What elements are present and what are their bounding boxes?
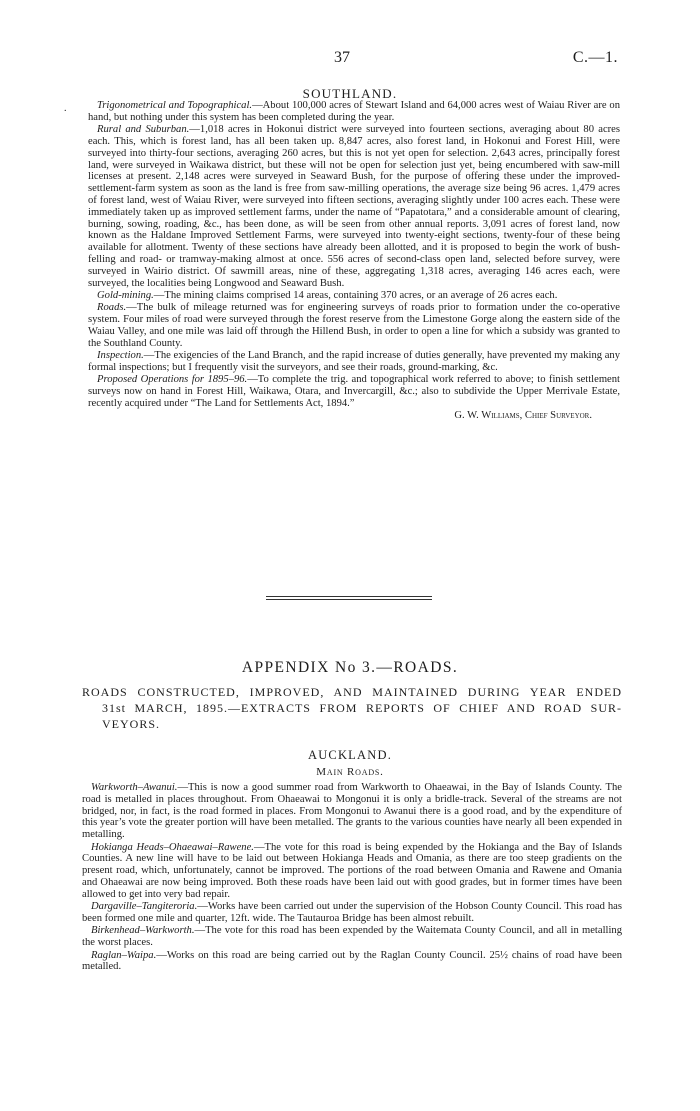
- paragraph-proposed-operations: [88, 374, 620, 409]
- paragraph-body: —1,018 acres in Hokonui district were surveyed into fourteen sections, averaging about 80 acres each. This, which is forest land, has all been taken up. 8,847 acres, also forest land, in Hokonui and Forest Hill, were surveyed into thirty-four sections, averaging 260 acres, but this is not yet open for selection. 2,643 acres, principally forest land, were surveyed in Waikawa district, but these will not be open for selection just yet, being encumbered with saw-mill licenses at present. 2,148 acres were surveyed in Seaward Bush, for the purpose of offering these under the improved-settlement-farm system as soon as the land is free from saw-milling operations, the average size being 96 acres. 1,479 acres of forest land, west of Waiau River, were surveyed into fifteen sections, averaging slightly under 100 acres each. These were immediately taken up as improved settlement farms, under the name of “Papatotara,” and a considerable amount of clearing, burning, sowing, roading, &c., has been done, as will be seen from other annual reports. 3,091 acres of forest land, now known as the Haldane Improved Settlement Farms, were surveyed into twenty-eight sections, twenty-four of these being available for allotment. Twenty of these sections have already been allotted, and it is proposed to begin the work of bush-felling and road- or tramway-making almost at once. 556 acres of second-class open land, selected before survey, were surveyed in Wairio district. Of sawmill areas, nine of these, aggregating 1,318 acres, averaging 146 acres each, were surveyed, the localities being Longwood and Seaward Bush.: [88, 124, 620, 289]
- paragraph-gold-mining: [88, 290, 620, 302]
- paragraph-hokianga: [82, 842, 622, 901]
- paragraph-heading: Warkworth–Awanui.: [91, 782, 178, 793]
- paragraph-body: —The exigencies of the Land Branch, and the rapid increase of duties generally, have prevented my making any formal inspections; but I frequently visit the surveyors, and see their roads, ground-marking, &c.: [88, 350, 620, 373]
- auckland-heading: AUCKLAND.: [307, 748, 393, 762]
- signature: G. W. Williams, Chief Surveyor.: [454, 410, 592, 422]
- paragraph-body: —About 100,000 acres of Stewart Island and 64,000 acres west of Waiau River are on hand, but nothing under this system has been completed during the year.: [88, 100, 620, 123]
- paragraph-heading: Rural and Suburban.: [97, 124, 190, 136]
- main-roads-subheading: Main Roads.: [316, 766, 384, 778]
- paragraph-heading: Gold-mining.: [97, 289, 154, 301]
- paragraph-heading: Inspection.: [97, 350, 144, 362]
- paragraph-heading: Raglan–Waipa.: [91, 949, 157, 961]
- paragraph-body: —The mining claims comprised 14 areas, containing 370 acres, or an average of 26 acres each.: [153, 289, 558, 301]
- paragraph-dargaville: [82, 901, 622, 925]
- paragraph-heading: Roads.: [97, 302, 127, 314]
- paragraph-trigonometrical: [88, 100, 620, 124]
- paragraph-heading: Dargaville–Tangiteroria.: [91, 901, 198, 913]
- paragraph-body: —The vote for this road is being expended by the Hokianga and the Bay of Islands Counties. A new line will have to be laid out between Hokianga Heads and Omania, as there are too steep gradients on the present road, which, unfortunately, cannot be improved. The portions of the road between Omania and Rawene and Omania and Ohaeawai are now being improved. Both these roads have been laid out with good grades, but in former times have been allowed to get into very bad repair.: [82, 841, 622, 900]
- southland-section: [88, 100, 620, 422]
- auckland-section: [82, 782, 622, 973]
- paragraph-inspection: [88, 350, 620, 374]
- margin-mark: .: [64, 103, 67, 114]
- southland-heading: SOUTHLAND.: [302, 86, 398, 101]
- page-header: [0, 49, 700, 69]
- signature-line: [88, 410, 620, 422]
- paragraph-heading: Proposed Operations for 1895–96.: [97, 374, 248, 386]
- paragraph-body: —The bulk of mileage returned was for engineering surveys of roads prior to formation under the co-operative system. Four miles of road were surveyed through the forest reserve from the Limestone Gorge along the eastern side of the Waiau Valley, and one mile was laid off through the Hillend Bush, in order to open a line for which a subsidy was granted to the Southland County.: [88, 302, 620, 349]
- appendix-subtitle-line: ROADS CONSTRUCTED, IMPROVED, AND MAINTAINED DURING YEAR ENDED: [82, 685, 622, 699]
- page-reference: C.—1.: [572, 49, 618, 66]
- paragraph-rural-suburban: [88, 124, 620, 289]
- paragraph-roads: [88, 302, 620, 349]
- appendix-subtitle-line: VEYORS.: [102, 717, 161, 731]
- page-number: 37: [334, 49, 350, 66]
- divider-rule: [266, 596, 432, 597]
- paragraph-body: —This is now a good summer road from Warkworth to Ohaeawai, in the Bay of Islands County. The road is metalled in places throughout. From Ohaeawai to Mongonui it is only a bridle-track. Several of the streams are not bridged, nor, in fact, is the road formed in places. From Mongonui to Awanui there is a good road, and by the expenditure of this year’s vote the greater portion will have been metalled. The grants to the various counties have nearly all been expended in metalling.: [82, 782, 622, 841]
- paragraph-body: —The vote for this road has been expended by the Waitemata County Council, and all in metalling the worst places.: [82, 925, 622, 949]
- paragraph-body: —Works on this road are being carried out by the Raglan County Council. 25½ chains of road have been metalled.: [82, 949, 622, 973]
- paragraph-heading: Hokianga Heads–Ohaeawai–Rawene.: [91, 841, 254, 853]
- paragraph-body: —To complete the trig. and topographical work referred to above; to finish settlement surveys now on hand in Forest Hill, Waikawa, Otara, and Invercargill, &c.; also to subdivide the Upper Merrivale Estate, recently acquired under “The Land for Settlements Act, 1894.”: [88, 374, 620, 409]
- divider-rule: [266, 599, 432, 600]
- appendix-subtitle-line: 31st MARCH, 1895.—EXTRACTS FROM REPORTS OF CHIEF AND ROAD SUR-: [102, 701, 622, 715]
- paragraph-heading: Birkenhead–Warkworth.: [91, 925, 195, 937]
- appendix-title: APPENDIX No 3.—ROADS.: [241, 659, 459, 676]
- appendix-subtitle: [82, 684, 622, 732]
- paragraph-warkworth-awanui: [82, 782, 622, 841]
- paragraph-body: —Works have been carried out under the supervision of the Hobson County Council. This road has been formed one mile and quarter, 12ft. wide. The Tautauroa Bridge has been almost rebuilt.: [82, 901, 622, 924]
- paragraph-heading: Trigonometrical and Topographical.: [97, 100, 253, 111]
- paragraph-raglan-waipa: [82, 950, 622, 974]
- paragraph-birkenhead: [82, 925, 622, 949]
